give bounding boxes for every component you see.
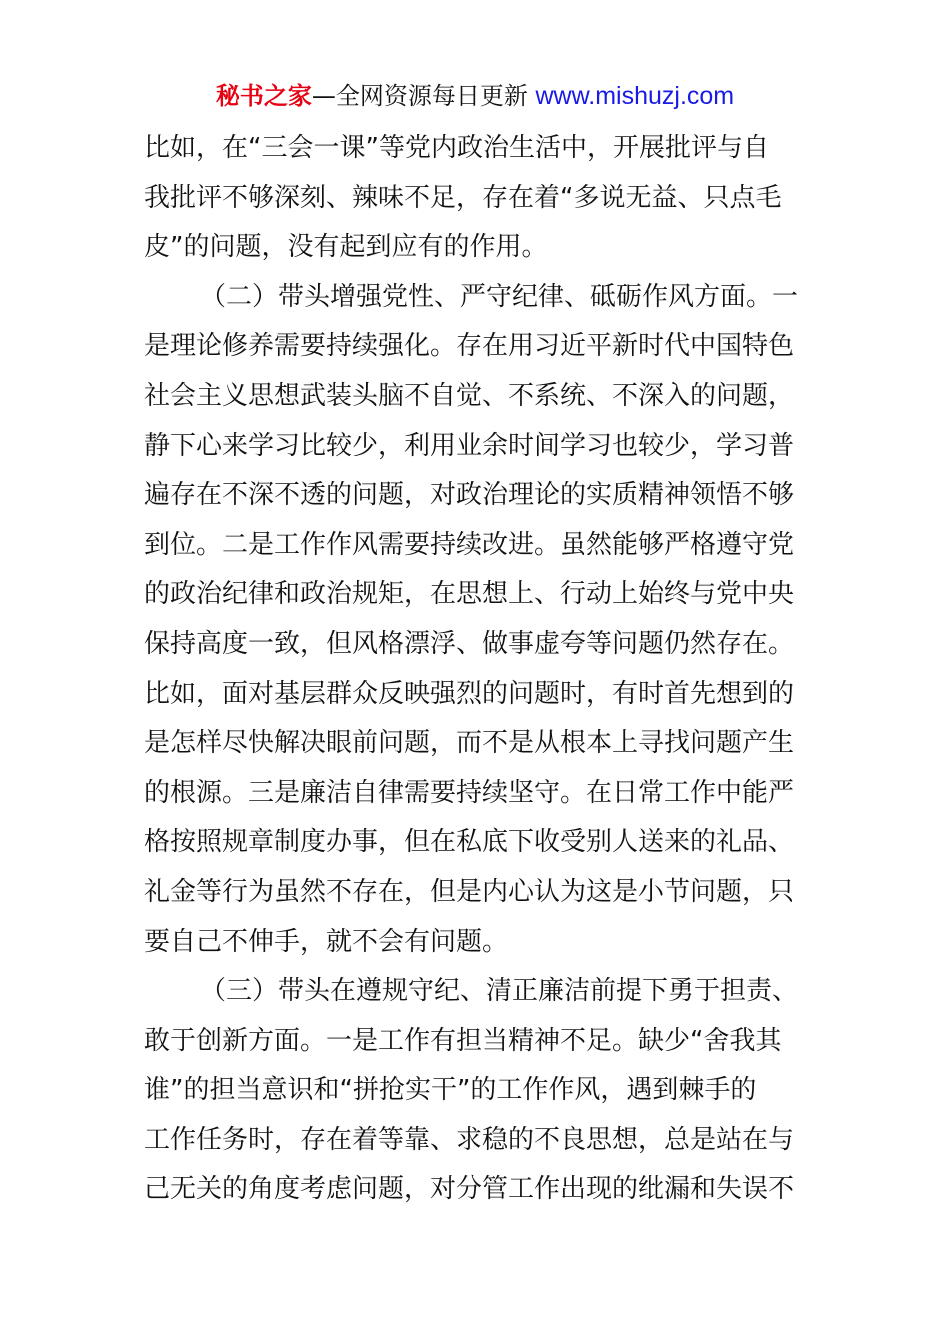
text-line: 比如，在“三会一课”等党内政治生活中，开展批评与自 <box>144 133 769 163</box>
text-line: 到位。二是工作作风需要持续改进。虽然能够严格遵守党 <box>144 529 795 560</box>
text-line: 工作任务时，存在着等靠、求稳的不良思想，总是站在与 <box>144 1124 795 1155</box>
text-line: 保持高度一致，但风格漂浮、做事虚夸等问题仍然存在。 <box>144 628 795 659</box>
text-line: 社会主义思想武装头脑不自觉、不系统、不深入的问题， <box>144 380 795 411</box>
site-header <box>0 80 950 112</box>
section-heading-line: （二）带头增强党性、严守纪律、砥砺作风方面。一 <box>200 281 799 312</box>
text-line: 谁”的担当意识和“拼抢实干”的工作作风，遇到棘手的 <box>144 1075 757 1106</box>
text-line: 敢于创新方面。一是工作有担当精神不足。缺少“舍我其 <box>144 1025 782 1056</box>
text-line: 的政治纪律和政治规矩，在思想上、行动上始终与党中央 <box>144 579 795 610</box>
text-line: 比如，面对基层群众反映强烈的问题时，有时首先想到的 <box>144 678 795 709</box>
text-line: 皮”的问题，没有起到应有的作用。 <box>144 232 548 263</box>
section-heading-line: （三）带头在遵规守纪、清正廉洁前提下勇于担责、 <box>200 976 799 1007</box>
text-line: 静下心来学习比较少，利用业余时间学习也较少，学习普 <box>144 430 795 461</box>
brand-name: 秘书之家 <box>215 82 312 110</box>
text-line: 格按照规章制度办事，但在私底下收受别人送来的礼品、 <box>144 827 795 858</box>
document-body <box>144 124 812 1215</box>
text-line: 是怎样尽快解决眼前问题，而不是从根本上寻找问题产生 <box>144 728 795 759</box>
text-line: 己无关的角度考虑问题，对分管工作出现的纰漏和失误不 <box>144 1174 795 1205</box>
header-tagline: —全网资源每日更新 <box>311 82 528 110</box>
text-line: 要自己不伸手，就不会有问题。 <box>144 926 509 957</box>
text-line: 的根源。三是廉洁自律需要持续坚守。在日常工作中能严 <box>144 777 795 808</box>
text-line: 是理论修养需要持续强化。存在用习近平新时代中国特色 <box>144 331 795 362</box>
text-line: 遍存在不深不透的问题，对政治理论的实质精神领悟不够 <box>144 480 795 511</box>
text-line: 礼金等行为虽然不存在，但是内心认为这是小节问题，只 <box>144 876 795 907</box>
site-url-link[interactable]: www.mishuzj.com <box>535 82 735 110</box>
text-line: 我批评不够深刻、辣味不足，存在着“多说无益、只点毛 <box>144 182 782 213</box>
